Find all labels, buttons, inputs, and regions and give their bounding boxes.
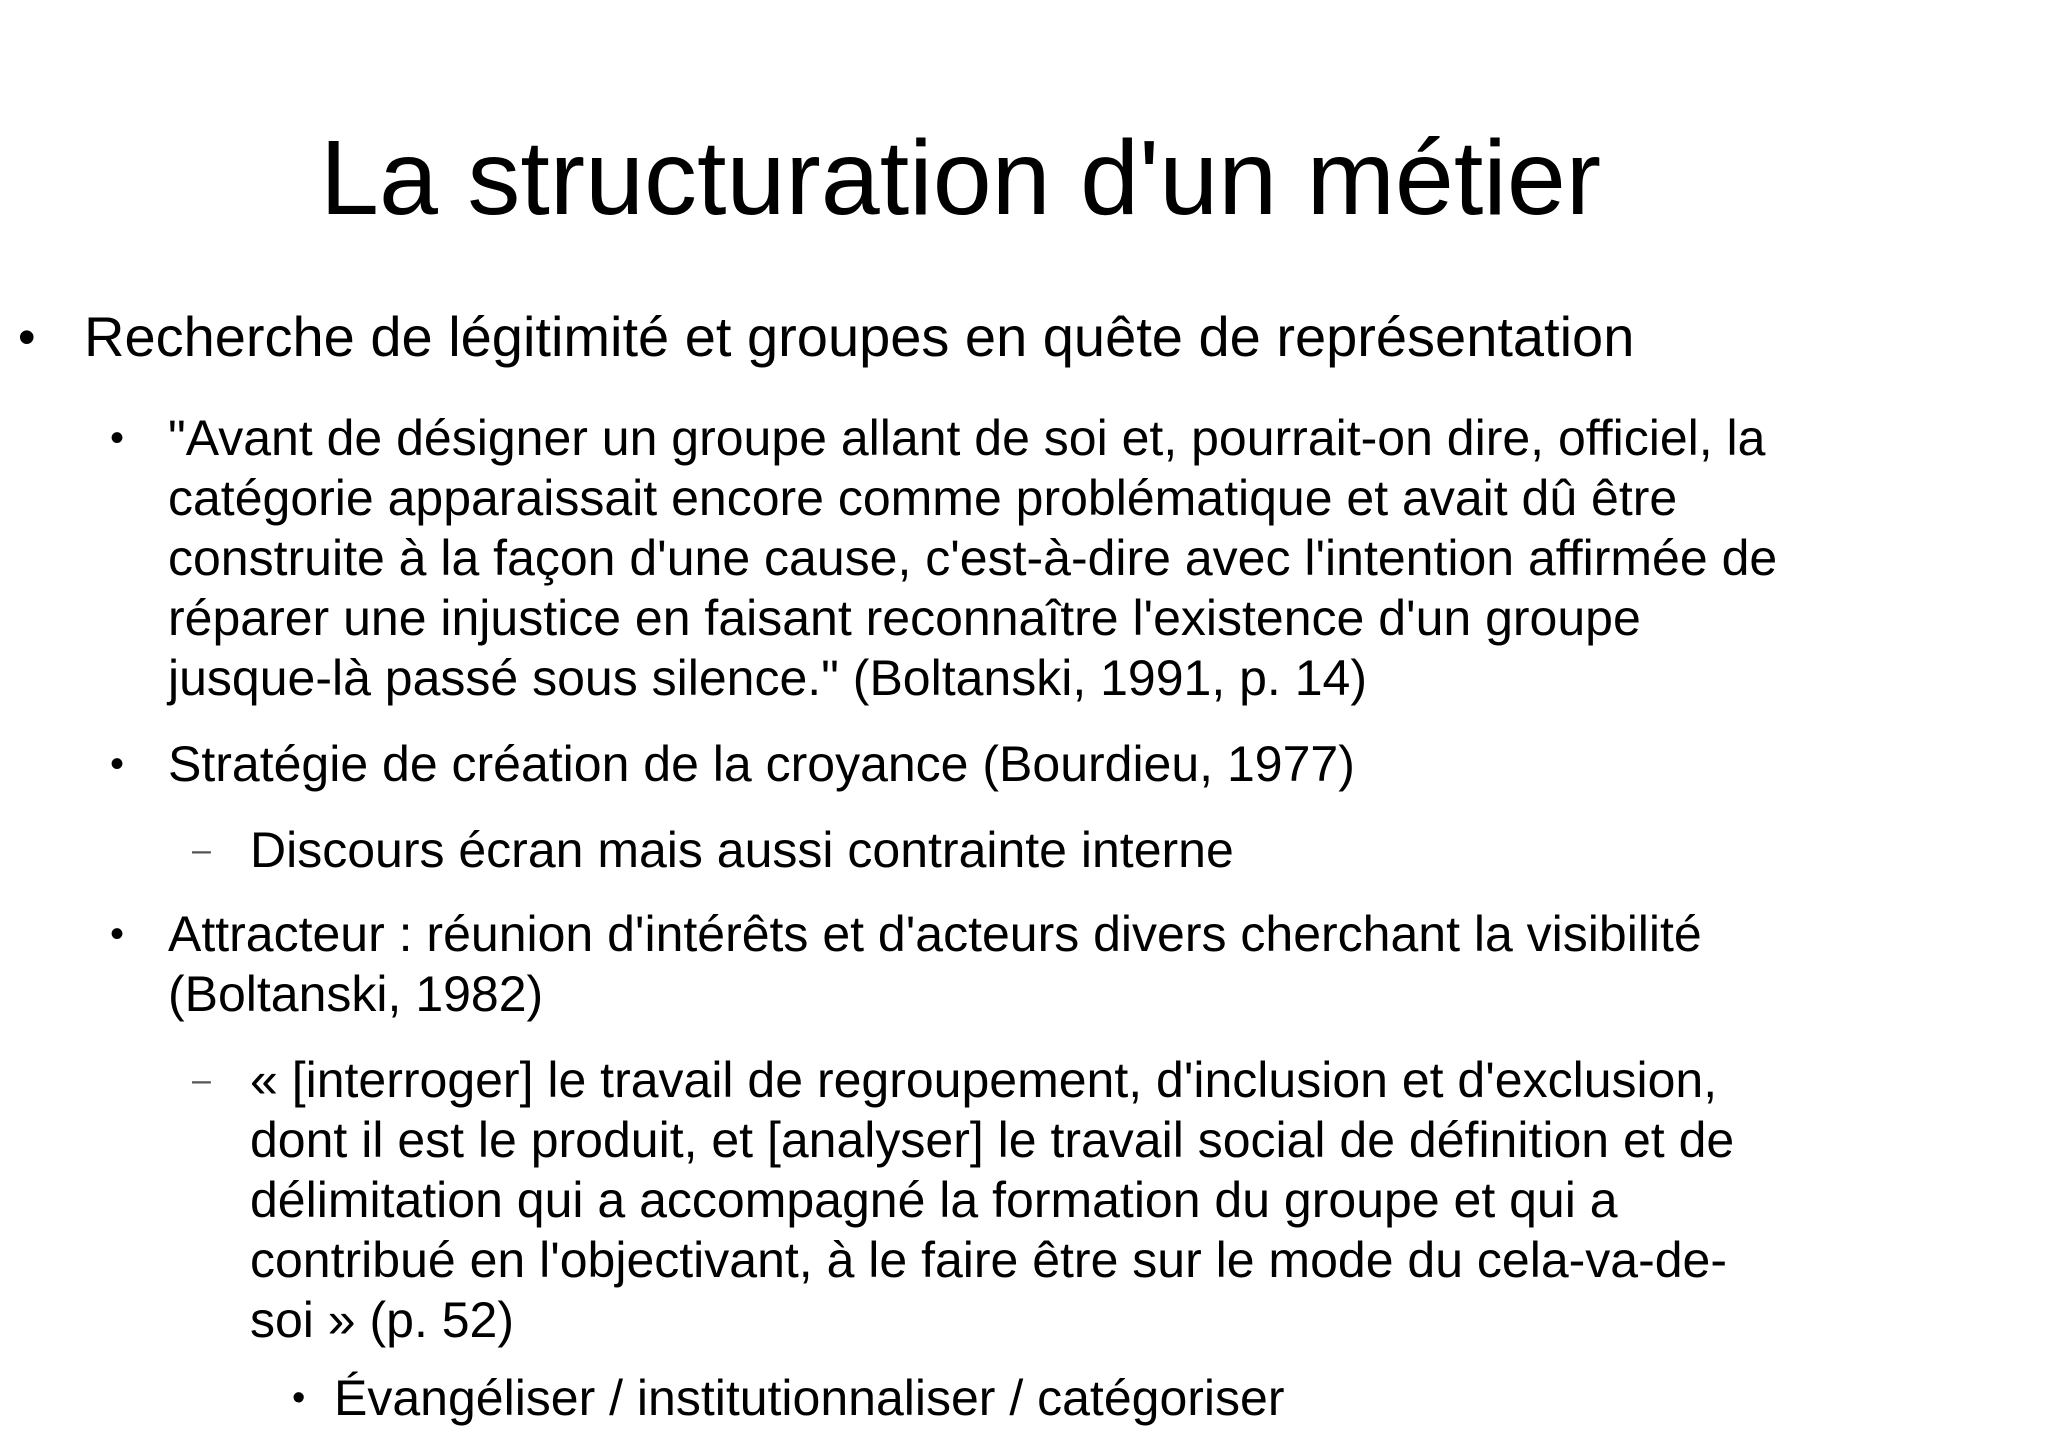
bullet-icon: • [18, 309, 36, 365]
bullet-icon: • [110, 912, 125, 956]
bullet-text: Discours écran mais aussi contrainte interne [250, 822, 1234, 878]
bullet-icon: • [292, 1377, 306, 1419]
bullet-text: Attracteur : réunion d'intérêts et d'acteurs divers cherchant la visibilité (Boltanski, 1982) [168, 906, 1702, 1022]
bullet-icon: • [110, 416, 125, 460]
bullet-item-strategie [110, 734, 1928, 794]
bullet-item-legitimite [18, 305, 1984, 368]
bullet-text: Stratégie de création de la croyance (Bourdieu, 1977) [168, 736, 1355, 792]
bullet-text: « [interroger] le travail de regroupement, d'inclusion et d'exclusion, dont il est le produit, et [analyser] le travail social de définition et de délimitation qui a accompagné la formation du groupe et qui a contribué en l'objectivant, à le faire être sur le mode du cela-va-de- soi » (p. 52) [250, 1052, 1735, 1348]
dash-icon: – [192, 1061, 211, 1099]
bullet-text: "Avant de désigner un groupe allant de soi et, pourrait-on dire, officiel, la catégorie apparaissait encore comme problématique et avait dû être construite à la façon d'une cause, c'est-à-dire avec l'intention affirmée de réparer une injustice en faisant reconnaître l'existence d'un groupe jusque-là passé sous silence." (Boltanski, 1991, p. 14) [168, 410, 1778, 706]
bullet-icon: • [110, 742, 125, 786]
bullet-item-attracteur [110, 904, 1928, 1024]
dash-icon: – [192, 831, 211, 869]
bullet-text: Évangéliser / institutionnaliser / catégoriser [334, 1370, 1285, 1426]
bullet-item-evangeliser [292, 1368, 1934, 1428]
bullet-text: Recherche de légitimité et groupes en quête de représentation [84, 305, 1635, 368]
slide-title: La structuration d'un métier [320, 119, 1602, 237]
bullet-item-discours-ecran [192, 820, 1940, 880]
bullet-item-interroger-quote [192, 1050, 1940, 1350]
bullet-item-boltanski-quote [110, 408, 1928, 708]
